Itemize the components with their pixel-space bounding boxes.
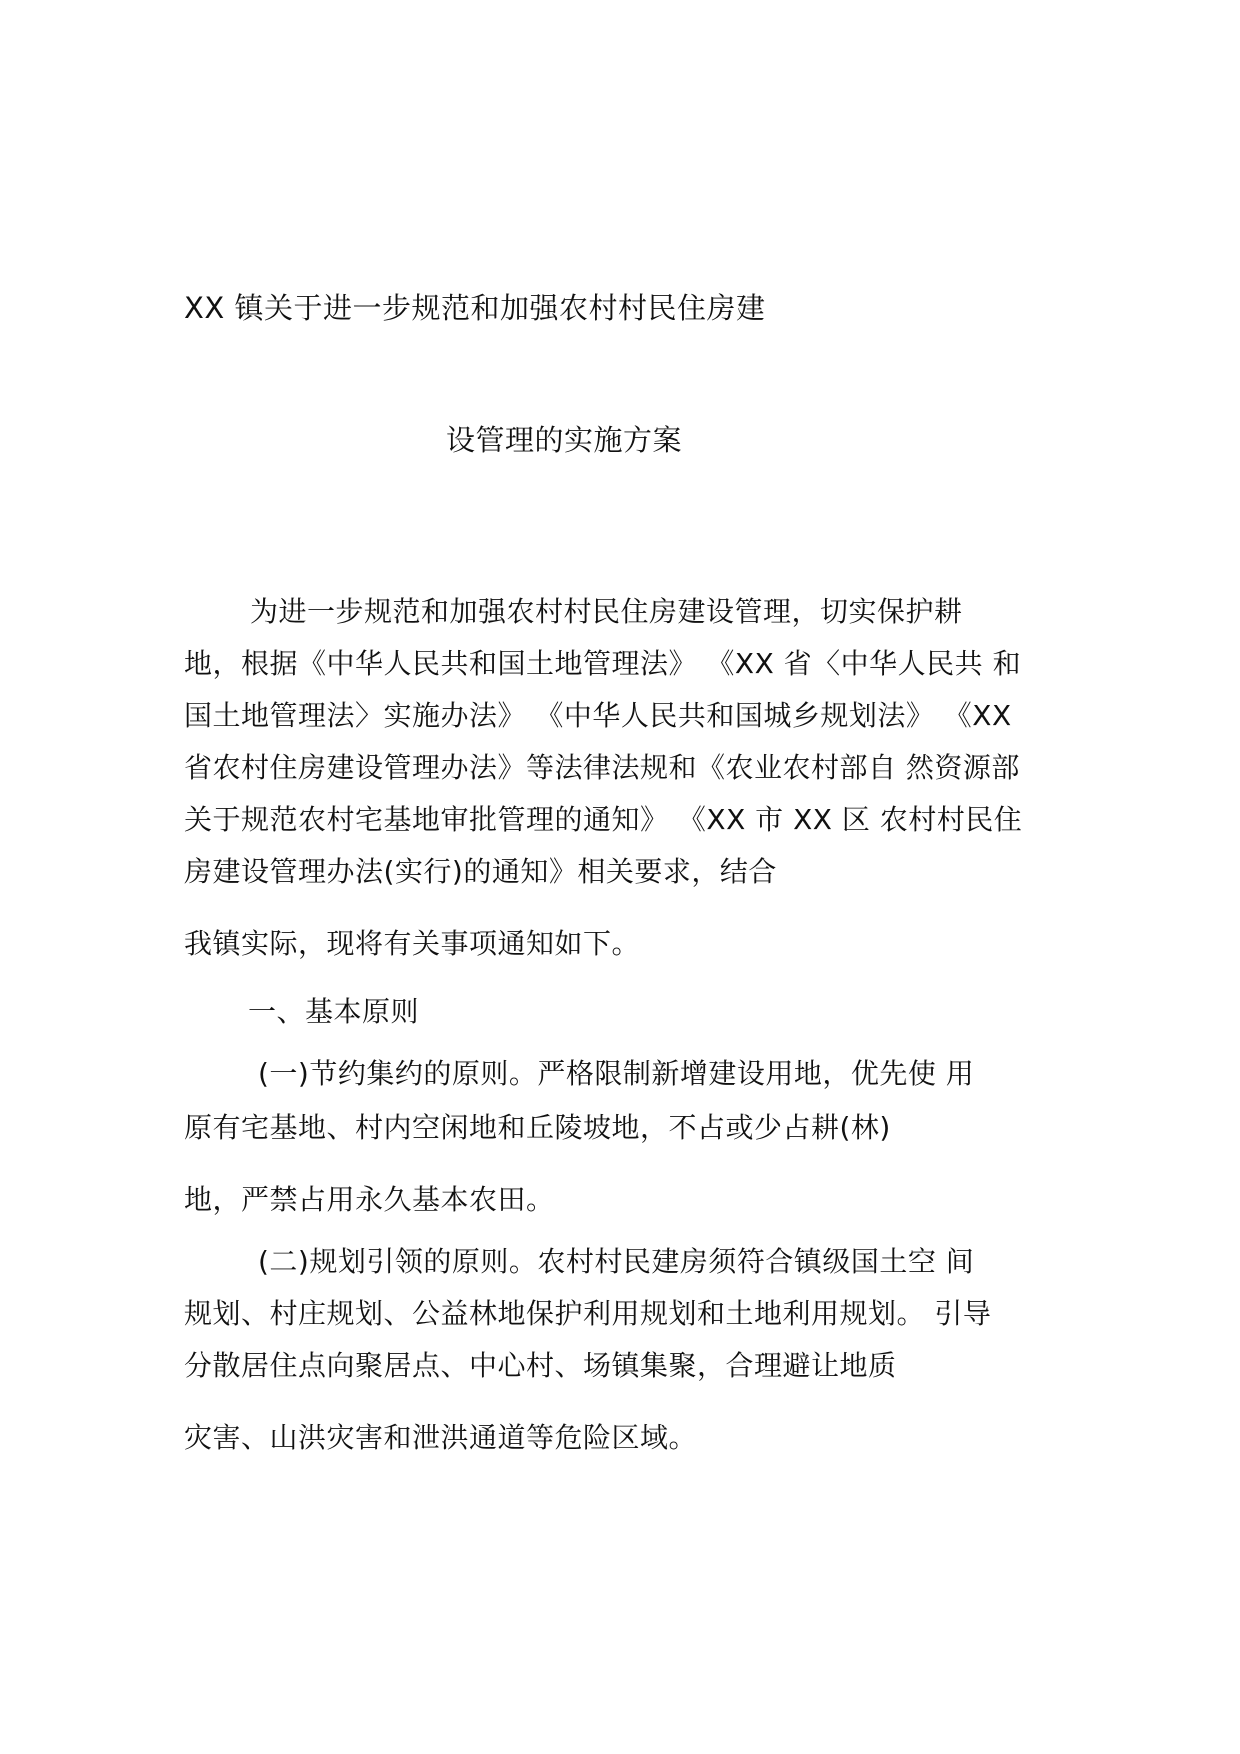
document-title-line-2: 设管理的实施方案 <box>446 423 683 457</box>
intro-line-2: 地，根据《中华人民共和国土地管理法》 《XX 省〈中华人民共 和 <box>184 647 1022 680</box>
principle-1-line-2: 原有宅基地、村内空闲地和丘陵坡地，不占或少占耕(林) <box>184 1111 891 1144</box>
document-title-line-1: XX 镇关于进一步规范和加强农村村民住房建 <box>184 291 766 325</box>
intro-line-6: 房建设管理办法(实行)的通知》相关要求，结合 <box>184 855 777 888</box>
principle-1-line-1: (一)节约集约的原则。严格限制新增建设用地，优先使 用 <box>258 1057 975 1090</box>
principle-2-line-2: 规划、村庄规划、公益林地保护利用规划和土地利用规划。 引导 <box>184 1297 992 1330</box>
intro-line-7: 我镇实际，现将有关事项通知如下。 <box>184 927 641 960</box>
principle-2-line-3: 分散居住点向聚居点、中心村、场镇集聚，合理避让地质 <box>184 1349 897 1382</box>
intro-line-5: 关于规范农村宅基地审批管理的通知》 《XX 市 XX 区 农村村民住 <box>184 803 1023 836</box>
intro-line-4: 省农村住房建设管理办法》等法律法规和《农业农村部自 然资源部 <box>184 751 1020 784</box>
section-heading-basic-principles: 一、基本原则 <box>248 995 420 1028</box>
intro-line-3: 国土地管理法〉实施办法》 《中华人民共和国城乡规划法》 《XX <box>184 699 1012 732</box>
principle-1-line-3: 地，严禁占用永久基本农田。 <box>184 1183 555 1216</box>
principle-2-line-4: 灾害、山洪灾害和泄洪通道等危险区域。 <box>184 1421 698 1454</box>
principle-2-line-1: (二)规划引领的原则。农村村民建房须符合镇级国土空 间 <box>258 1245 975 1278</box>
intro-line-1: 为进一步规范和加强农村村民住房建设管理，切实保护耕 <box>250 595 963 628</box>
